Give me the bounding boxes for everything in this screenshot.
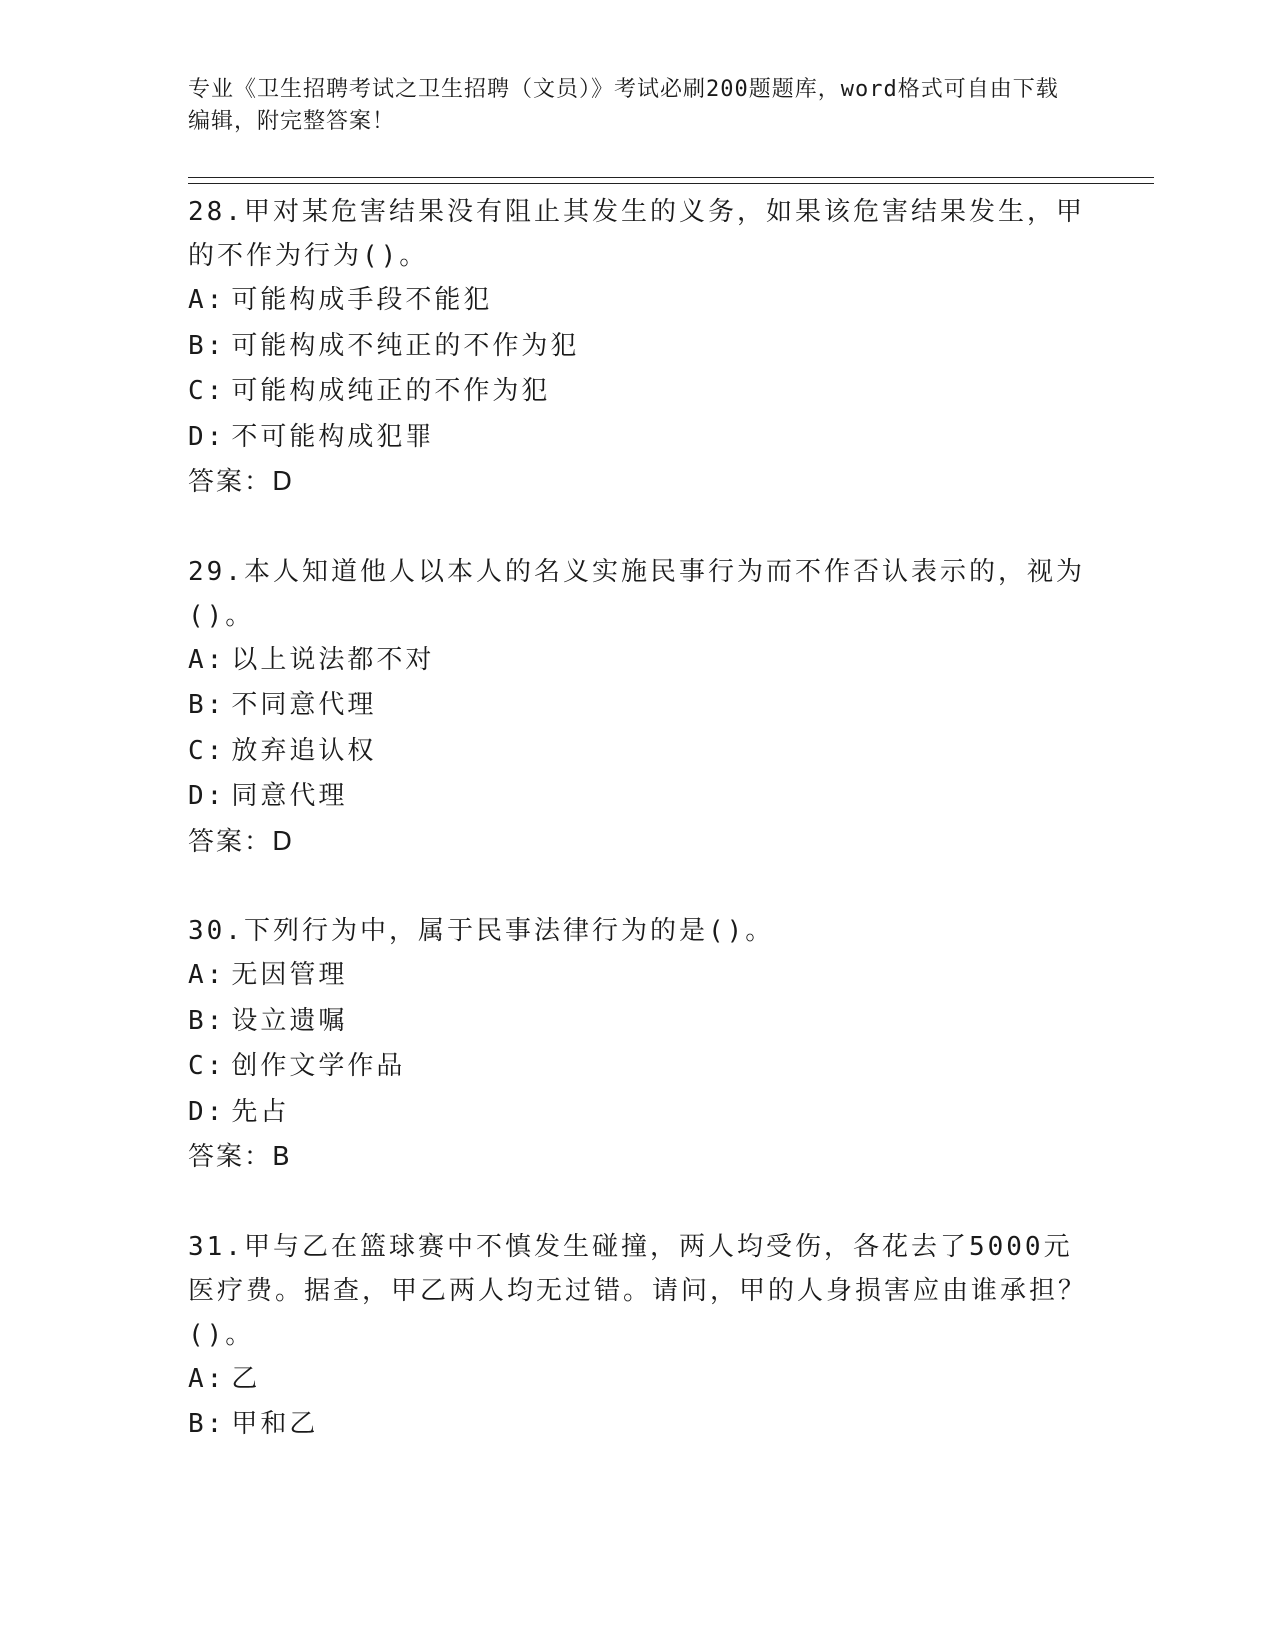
option-b <box>188 324 1088 370</box>
option-b <box>188 1402 1088 1448</box>
question-text: 28.甲对某危害结果没有阻止其发生的义务，如果该危害结果发生，甲的不作为行为()。 <box>188 197 1085 271</box>
question-text: 29.本人知道他人以本人的名义实施民事行为而不作否认表示的，视为()。 <box>188 556 1085 631</box>
option-key: B: <box>188 330 226 361</box>
option-a <box>188 953 1088 999</box>
document-header: 专业《卫生招聘考试之卫生招聘（文员）》考试必刷200题题库，word格式可自由下载编辑，附完整答案！ <box>188 77 1059 134</box>
header-divider-bottom <box>188 183 1154 184</box>
header-divider-top <box>188 177 1154 178</box>
option-c <box>188 1044 1088 1090</box>
option-a <box>188 278 1088 324</box>
option-text: 乙 <box>231 1363 261 1394</box>
option-key: C: <box>188 1051 226 1081</box>
question-30 <box>188 909 1088 1181</box>
option-text: 可能构成纯正的不作为犯 <box>231 376 551 406</box>
option-key: A: <box>188 960 226 990</box>
option-key: C: <box>188 376 226 406</box>
question-list <box>188 190 1088 1492</box>
option-b <box>188 999 1088 1045</box>
option-a <box>188 638 1088 684</box>
option-d <box>188 1090 1088 1136</box>
option-d <box>188 415 1088 461</box>
option-key: A: <box>188 285 226 315</box>
option-key: D: <box>188 781 226 811</box>
question-31 <box>188 1225 1088 1448</box>
option-b <box>188 683 1088 729</box>
option-text: 先占 <box>231 1096 290 1127</box>
option-text: 设立遗嘱 <box>231 1005 348 1036</box>
option-key: C: <box>188 735 226 766</box>
option-text: 放弃追认权 <box>231 735 377 766</box>
option-c <box>188 729 1088 775</box>
option-c <box>188 369 1088 415</box>
option-text: 可能构成手段不能犯 <box>231 285 493 315</box>
option-key: B: <box>188 1005 226 1036</box>
option-text: 以上说法都不对 <box>231 644 435 675</box>
answer-line: 答案：D <box>188 467 295 497</box>
option-text: 创作文学作品 <box>231 1051 406 1081</box>
question-28 <box>188 190 1088 506</box>
question-29 <box>188 550 1088 866</box>
option-key: D: <box>188 421 226 452</box>
question-text: 31.甲与乙在篮球赛中不慎发生碰撞，两人均受伤，各花去了5000元医疗费。据查，甲乙两人均无过错。请问，甲的人身损害应由谁承担？()。 <box>188 1231 1088 1350</box>
option-key: A: <box>188 644 226 675</box>
option-a <box>188 1357 1088 1403</box>
option-text: 可能构成不纯正的不作为犯 <box>231 330 580 361</box>
option-text: 同意代理 <box>231 781 348 811</box>
option-text: 不同意代理 <box>231 690 377 720</box>
option-d <box>188 774 1088 820</box>
option-text: 甲和乙 <box>231 1409 319 1439</box>
option-key: B: <box>188 690 226 720</box>
option-text: 不可能构成犯罪 <box>231 421 435 452</box>
option-key: A: <box>188 1363 226 1394</box>
answer-line: 答案：B <box>188 1142 292 1172</box>
option-key: B: <box>188 1409 226 1439</box>
question-text: 30.下列行为中，属于民事法律行为的是()。 <box>188 916 775 946</box>
answer-line: 答案：D <box>188 826 295 857</box>
option-key: D: <box>188 1096 226 1127</box>
option-text: 无因管理 <box>231 960 348 990</box>
